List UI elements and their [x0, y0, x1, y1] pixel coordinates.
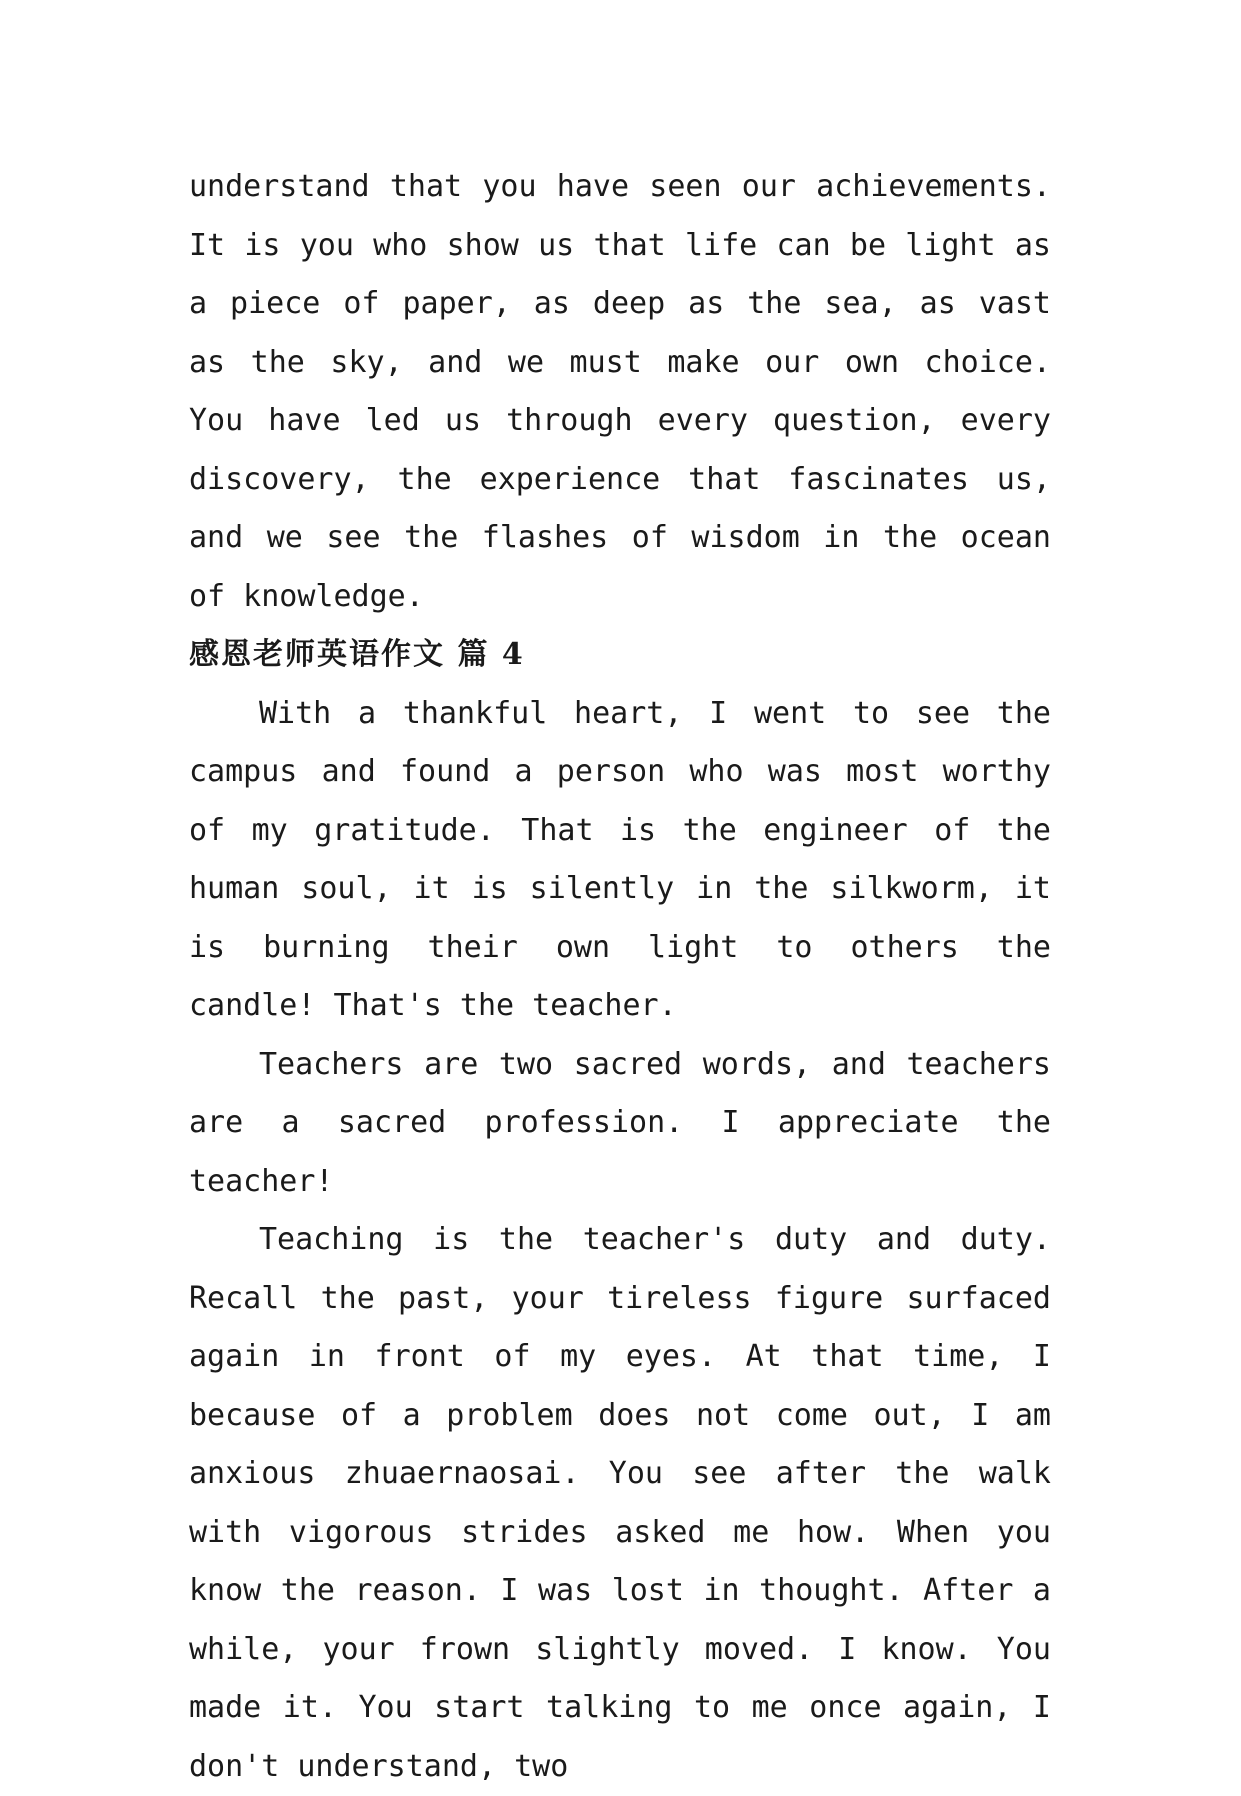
paragraph-2: Teachers are two sacred words, and teachers are a sacred profession. I appreciate the teacher! [189, 1046, 1051, 1199]
paragraph-continued: understand that you have seen our achievements. It is you who show us that life can be light as a piece of paper, as deep as the sea, as vast as the sky, and we must make our own choice. You have led us through every question, every discovery, the experience that fascinates us, and we see the flashes of wisdom in the ocean of knowledge. [189, 169, 1051, 614]
paragraph-1: With a thankful heart, I went to see the campus and found a person who was most worthy of my gratitude. That is the engineer of the human soul, it is silently in the silkworm, it is burning their own light to others the candle! That's the teacher. [189, 695, 1051, 1023]
paragraph-3: Teaching is the teacher's duty and duty. Recall the past, your tireless figure surfaced again in front of my eyes. At that time, I because of a problem does not come out, I am anxious zhuaernaosai. You see after the walk with vigorous strides asked me how. When you know the reason. I was lost in thought. After a while, your frown slightly moved. I know. You made it. You start talking to me once again, I don't understand, two [189, 1222, 1051, 1784]
section-heading: 感恩老师英语作文 篇 4 [189, 637, 525, 672]
document-page [189, 158, 1051, 1796]
